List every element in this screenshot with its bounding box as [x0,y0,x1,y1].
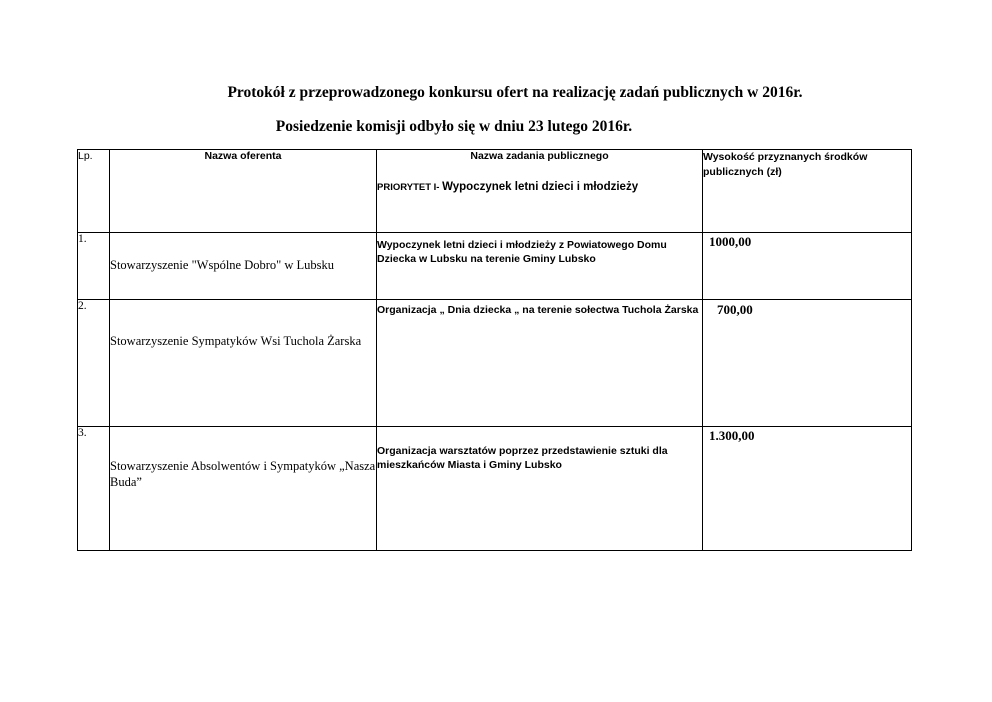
row-zadanie: Organizacja warsztatów poprzez przedstawienie sztuki dla mieszkańców Miasta i Gminy Lubsko [377,427,703,551]
table-row [78,233,912,300]
row-lp: 1. [78,233,110,300]
priority-name: Wypoczynek letni dzieci i młodzieży [442,180,639,193]
table-row [78,427,912,551]
row-zadanie: Organizacja „ Dnia dziecka „ na terenie sołectwa Tuchola Żarska [377,300,703,427]
row-oferent: Stowarzyszenie Absolwentów i Sympatyków „Nasza Buda” [110,427,377,551]
priority-prefix: PRIORYTET I- [377,181,443,193]
row-kwota: 1000,00 [703,233,912,300]
row-zadanie: Wypoczynek letni dzieci i młodzieży z Powiatowego Domu Dziecka w Lubsku na terenie Gminy Lubsko [377,233,703,300]
header-kwota: Wysokość przyznanych środków publicznych (zł) [703,150,912,233]
header-zadanie: Nazwa zadania publicznego [377,150,703,181]
row-lp: 3. [78,427,110,551]
table-header-row [78,150,912,181]
offers-table [77,149,912,551]
header-lp: Lp. [78,150,110,233]
document-subtitle: Posiedzenie komisji odbyło się w dniu 23 lutego 2016r. [275,118,633,135]
row-lp: 2. [78,300,110,427]
table-row [78,300,912,427]
header-oferent: Nazwa oferenta [110,150,377,233]
row-oferent: Stowarzyszenie "Wspólne Dobro" w Lubsku [110,233,377,300]
row-oferent: Stowarzyszenie Sympatyków Wsi Tuchola Żarska [110,300,377,427]
document-title: Protokół z przeprowadzonego konkursu ofert na realizację zadań publicznych w 2016r. [227,84,803,101]
priority-label [377,181,703,233]
row-kwota: 700,00 [703,300,912,427]
row-kwota: 1.300,00 [703,427,912,551]
